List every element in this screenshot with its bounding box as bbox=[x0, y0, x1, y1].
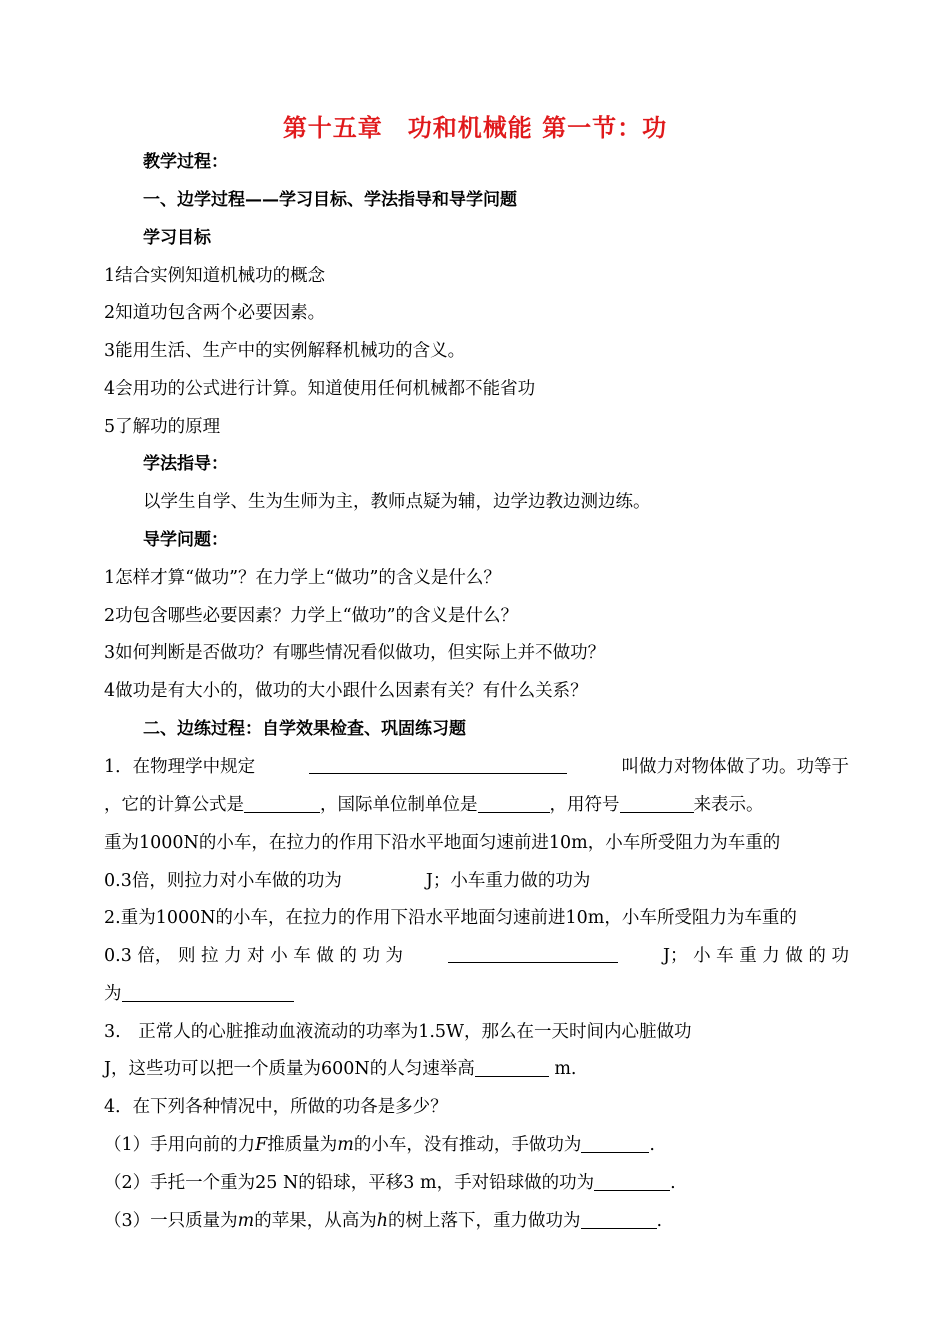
ex4-3-text-a: （3）一只质量为 bbox=[104, 1211, 238, 1231]
page-title: 第十五章 功和机械能 第一节：功 bbox=[282, 114, 668, 142]
ex3-text-a: J，这些功可以把一个质量为600N的人匀速举高 bbox=[104, 1059, 475, 1079]
section2-heading: 二、边练过程：自学效果检查、巩固练习题 bbox=[143, 719, 466, 739]
ex4-3-text-c: 的树上落下，重力做功为 bbox=[388, 1211, 581, 1231]
exercise-3-line-1: 3. 正常人的心脏推动血液流动的功率为1.5W，那么在一天时间内心脏做功 bbox=[104, 1022, 692, 1042]
ex4-1-end: . bbox=[649, 1135, 655, 1155]
objective-item: 4会用功的公式进行计算。知道使用任何机械都不能省功 bbox=[104, 379, 536, 399]
questions-heading: 导学问题： bbox=[143, 530, 228, 550]
exercise-4-item-1 bbox=[104, 1133, 849, 1157]
ex1-text-e: ，用符号 bbox=[549, 795, 620, 815]
ex4-2-end: . bbox=[670, 1173, 676, 1193]
ex4-3-text-b: 的苹果，从高为 bbox=[254, 1211, 377, 1231]
ex3-text-b: m. bbox=[554, 1059, 577, 1079]
ex4-3-var-m: m bbox=[237, 1211, 255, 1231]
method-text: 以学生自学、生为生师为主，教师点疑为辅，边学边教边测边练。 bbox=[143, 492, 651, 512]
ex4-1-text-c: 的小车，没有推动，手做功为 bbox=[353, 1135, 582, 1155]
ex2-text-b: J； 小 车 重 力 做 的 功 bbox=[663, 946, 849, 966]
answer-blank[interactable] bbox=[448, 944, 618, 963]
answer-blank[interactable] bbox=[620, 794, 694, 813]
answer-blank[interactable] bbox=[122, 983, 294, 1002]
teaching-process-label: 教学过程： bbox=[143, 152, 228, 172]
ex1-text-b: 叫做力对物体做了功。功等于 bbox=[621, 757, 849, 777]
exercise-4-item-2 bbox=[104, 1171, 849, 1195]
objectives-heading: 学习目标 bbox=[143, 228, 211, 248]
ex1-text-a: 1．在物理学中规定 bbox=[104, 757, 256, 777]
ex1-text-c: ，它的计算公式是 bbox=[104, 795, 244, 815]
answer-blank[interactable] bbox=[581, 1134, 649, 1153]
ex4-3-var-h: h bbox=[376, 1211, 389, 1231]
ex4-1-text-a: （1）手用向前的力 bbox=[104, 1135, 256, 1155]
exercise-extra-line-1: 重为1000N的小车，在拉力的作用下沿水平地面匀速前进10m，小车所受阻力为车重的 bbox=[104, 833, 781, 853]
answer-blank[interactable] bbox=[594, 1172, 670, 1191]
objective-item: 1结合实例知道机械功的概念 bbox=[104, 266, 326, 286]
ex1-text-f: 来表示。 bbox=[693, 795, 764, 815]
ex2-text-a: 0.3 倍， 则 拉 力 对 小 车 做 的 功 为 bbox=[104, 946, 404, 966]
exercise-2-line-2 bbox=[104, 944, 849, 968]
answer-blank[interactable] bbox=[475, 1058, 549, 1077]
ex4-1-var-m: m bbox=[337, 1135, 354, 1155]
ex2-text-c: 为 bbox=[104, 984, 122, 1004]
exercise-2-line-3 bbox=[104, 982, 849, 1006]
exercise-1-line-1 bbox=[104, 755, 849, 779]
exercise-extra-line-2 bbox=[104, 869, 849, 893]
objective-item: 2知道功包含两个必要因素。 bbox=[104, 303, 326, 323]
answer-blank[interactable] bbox=[478, 794, 550, 813]
ex1-text-d: ，国际单位制单位是 bbox=[320, 795, 478, 815]
answer-blank[interactable] bbox=[244, 794, 320, 813]
ex-extra-text-b: J；小车重力做的功为 bbox=[425, 871, 591, 891]
exercise-4-stem: 4．在下列各种情况中，所做的功各是多少？ bbox=[104, 1097, 448, 1117]
exercise-1-line-2 bbox=[104, 793, 849, 817]
ex4-1-text-b: 推质量为 bbox=[267, 1135, 338, 1155]
exercise-4-item-3 bbox=[104, 1209, 849, 1233]
question-item: 3如何判断是否做功？有哪些情况看似做功，但实际上并不做功？ bbox=[104, 643, 606, 663]
question-item: 4做功是有大小的，做功的大小跟什么因素有关？有什么关系？ bbox=[104, 681, 588, 701]
question-item: 2功包含哪些必要因素？力学上“做功”的含义是什么？ bbox=[104, 606, 519, 626]
section1-heading: 一、边学过程——学习目标、学法指导和导学问题 bbox=[143, 190, 517, 210]
method-heading: 学法指导： bbox=[143, 454, 228, 474]
question-item: 1怎样才算“做功”？在力学上“做功”的含义是什么？ bbox=[104, 568, 501, 588]
objective-item: 5了解功的原理 bbox=[104, 417, 221, 437]
ex4-3-end: . bbox=[656, 1211, 663, 1231]
answer-blank[interactable] bbox=[309, 755, 567, 774]
objective-item: 3能用生活、生产中的实例解释机械功的含义。 bbox=[104, 341, 466, 361]
exercise-2-line-1: 2.重为1000N的小车，在拉力的作用下沿水平地面匀速前进10m，小车所受阻力为车重的 bbox=[104, 908, 797, 928]
ex4-2-text-a: （2）手托一个重为25 N的铅球，平移3 m，手对铅球做的功为 bbox=[104, 1173, 595, 1193]
exercise-3-line-2 bbox=[104, 1057, 849, 1081]
answer-blank[interactable] bbox=[581, 1210, 657, 1229]
ex-extra-text-a: 0.3倍，则拉力对小车做的功为 bbox=[104, 871, 342, 891]
ex4-1-var-f: F bbox=[255, 1135, 268, 1155]
